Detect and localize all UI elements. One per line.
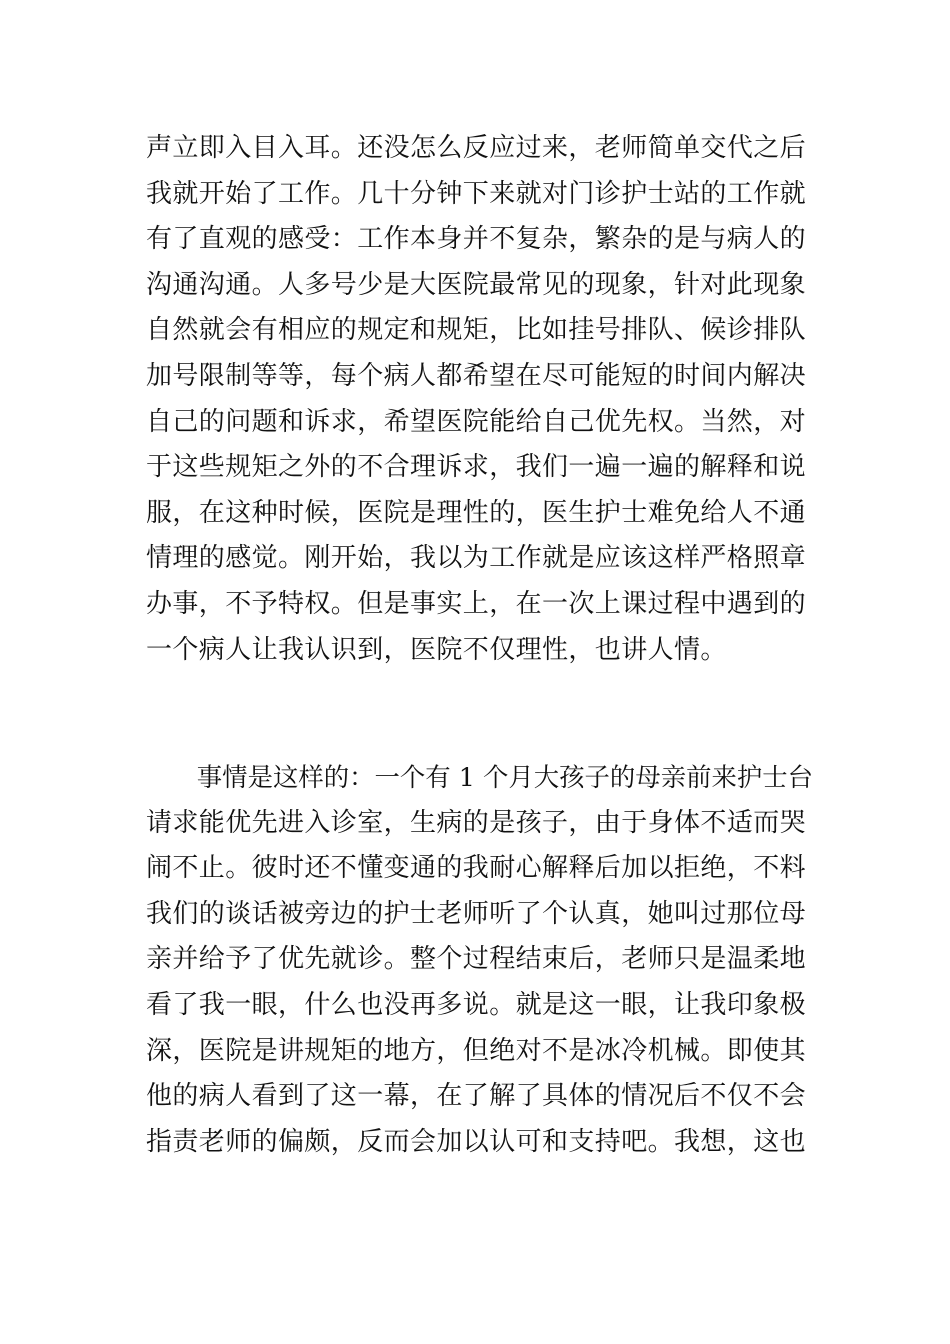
text-line: 于这些规矩之外的不合理诉求，我们一遍一遍的解释和说 [146,452,807,483]
text-line: 我们的谈话被旁边的护士老师听了个认真，她叫过那位母 [146,898,807,929]
text-line: 自己的问题和诉求，希望医院能给自己优先权。当然，对 [146,406,807,437]
text-line: 他的病人看到了这一幕，在了解了具体的情况后不仅不会 [146,1081,807,1112]
text-line: 声立即入目入耳。还没怎么反应过来，老师简单交代之后 [146,133,807,163]
text-line: 深，医院是讲规矩的地方，但绝对不是冰冷机械。即使其 [146,1035,807,1066]
text-line: 请求能优先进入诊室，生病的是孩子，由于身体不适而哭 [146,807,807,838]
text-line: 我就开始了工作。几十分钟下来就对门诊护士站的工作就 [146,178,807,209]
paragraph-1 [146,126,816,673]
text-line: 自然就会有相应的规定和规矩，比如挂号排队、候诊排队 [146,315,807,346]
text-line: 情理的感觉。刚开始，我以为工作就是应该这样严格照章 [146,543,807,574]
text-line: 加号限制等等，每个病人都希望在尽可能短的时间内解决 [146,360,807,391]
text-line: 有了直观的感受：工作本身并不复杂，繁杂的是与病人的 [146,224,807,255]
text-line: 看了我一眼，什么也没再多说。就是这一眼，让我印象极 [146,989,807,1020]
text-line: 闹不止。彼时还不懂变通的我耐心解释后加以拒绝，不料 [146,853,807,884]
text-line: 一个病人让我认识到，医院不仅理性，也讲人情。 [146,634,727,665]
text-line: 亲并给予了优先就诊。整个过程结束后，老师只是温柔地 [146,944,807,975]
text-line: 办事，不予特权。但是事实上，在一次上课过程中遇到的 [146,588,807,619]
text-line: 沟通沟通。人多号少是大医院最常见的现象，针对此现象 [146,269,807,300]
text-line: 指责老师的偏颇，反而会加以认可和支持吧。我想，这也 [146,1126,807,1157]
text-line: 事情是这样的：一个有 1 个月大孩子的母亲前来护士台 [146,762,814,792]
paragraph-2 [146,755,816,1165]
text-line: 服，在这种时候，医院是理性的，医生护士难免给人不通 [146,497,807,528]
